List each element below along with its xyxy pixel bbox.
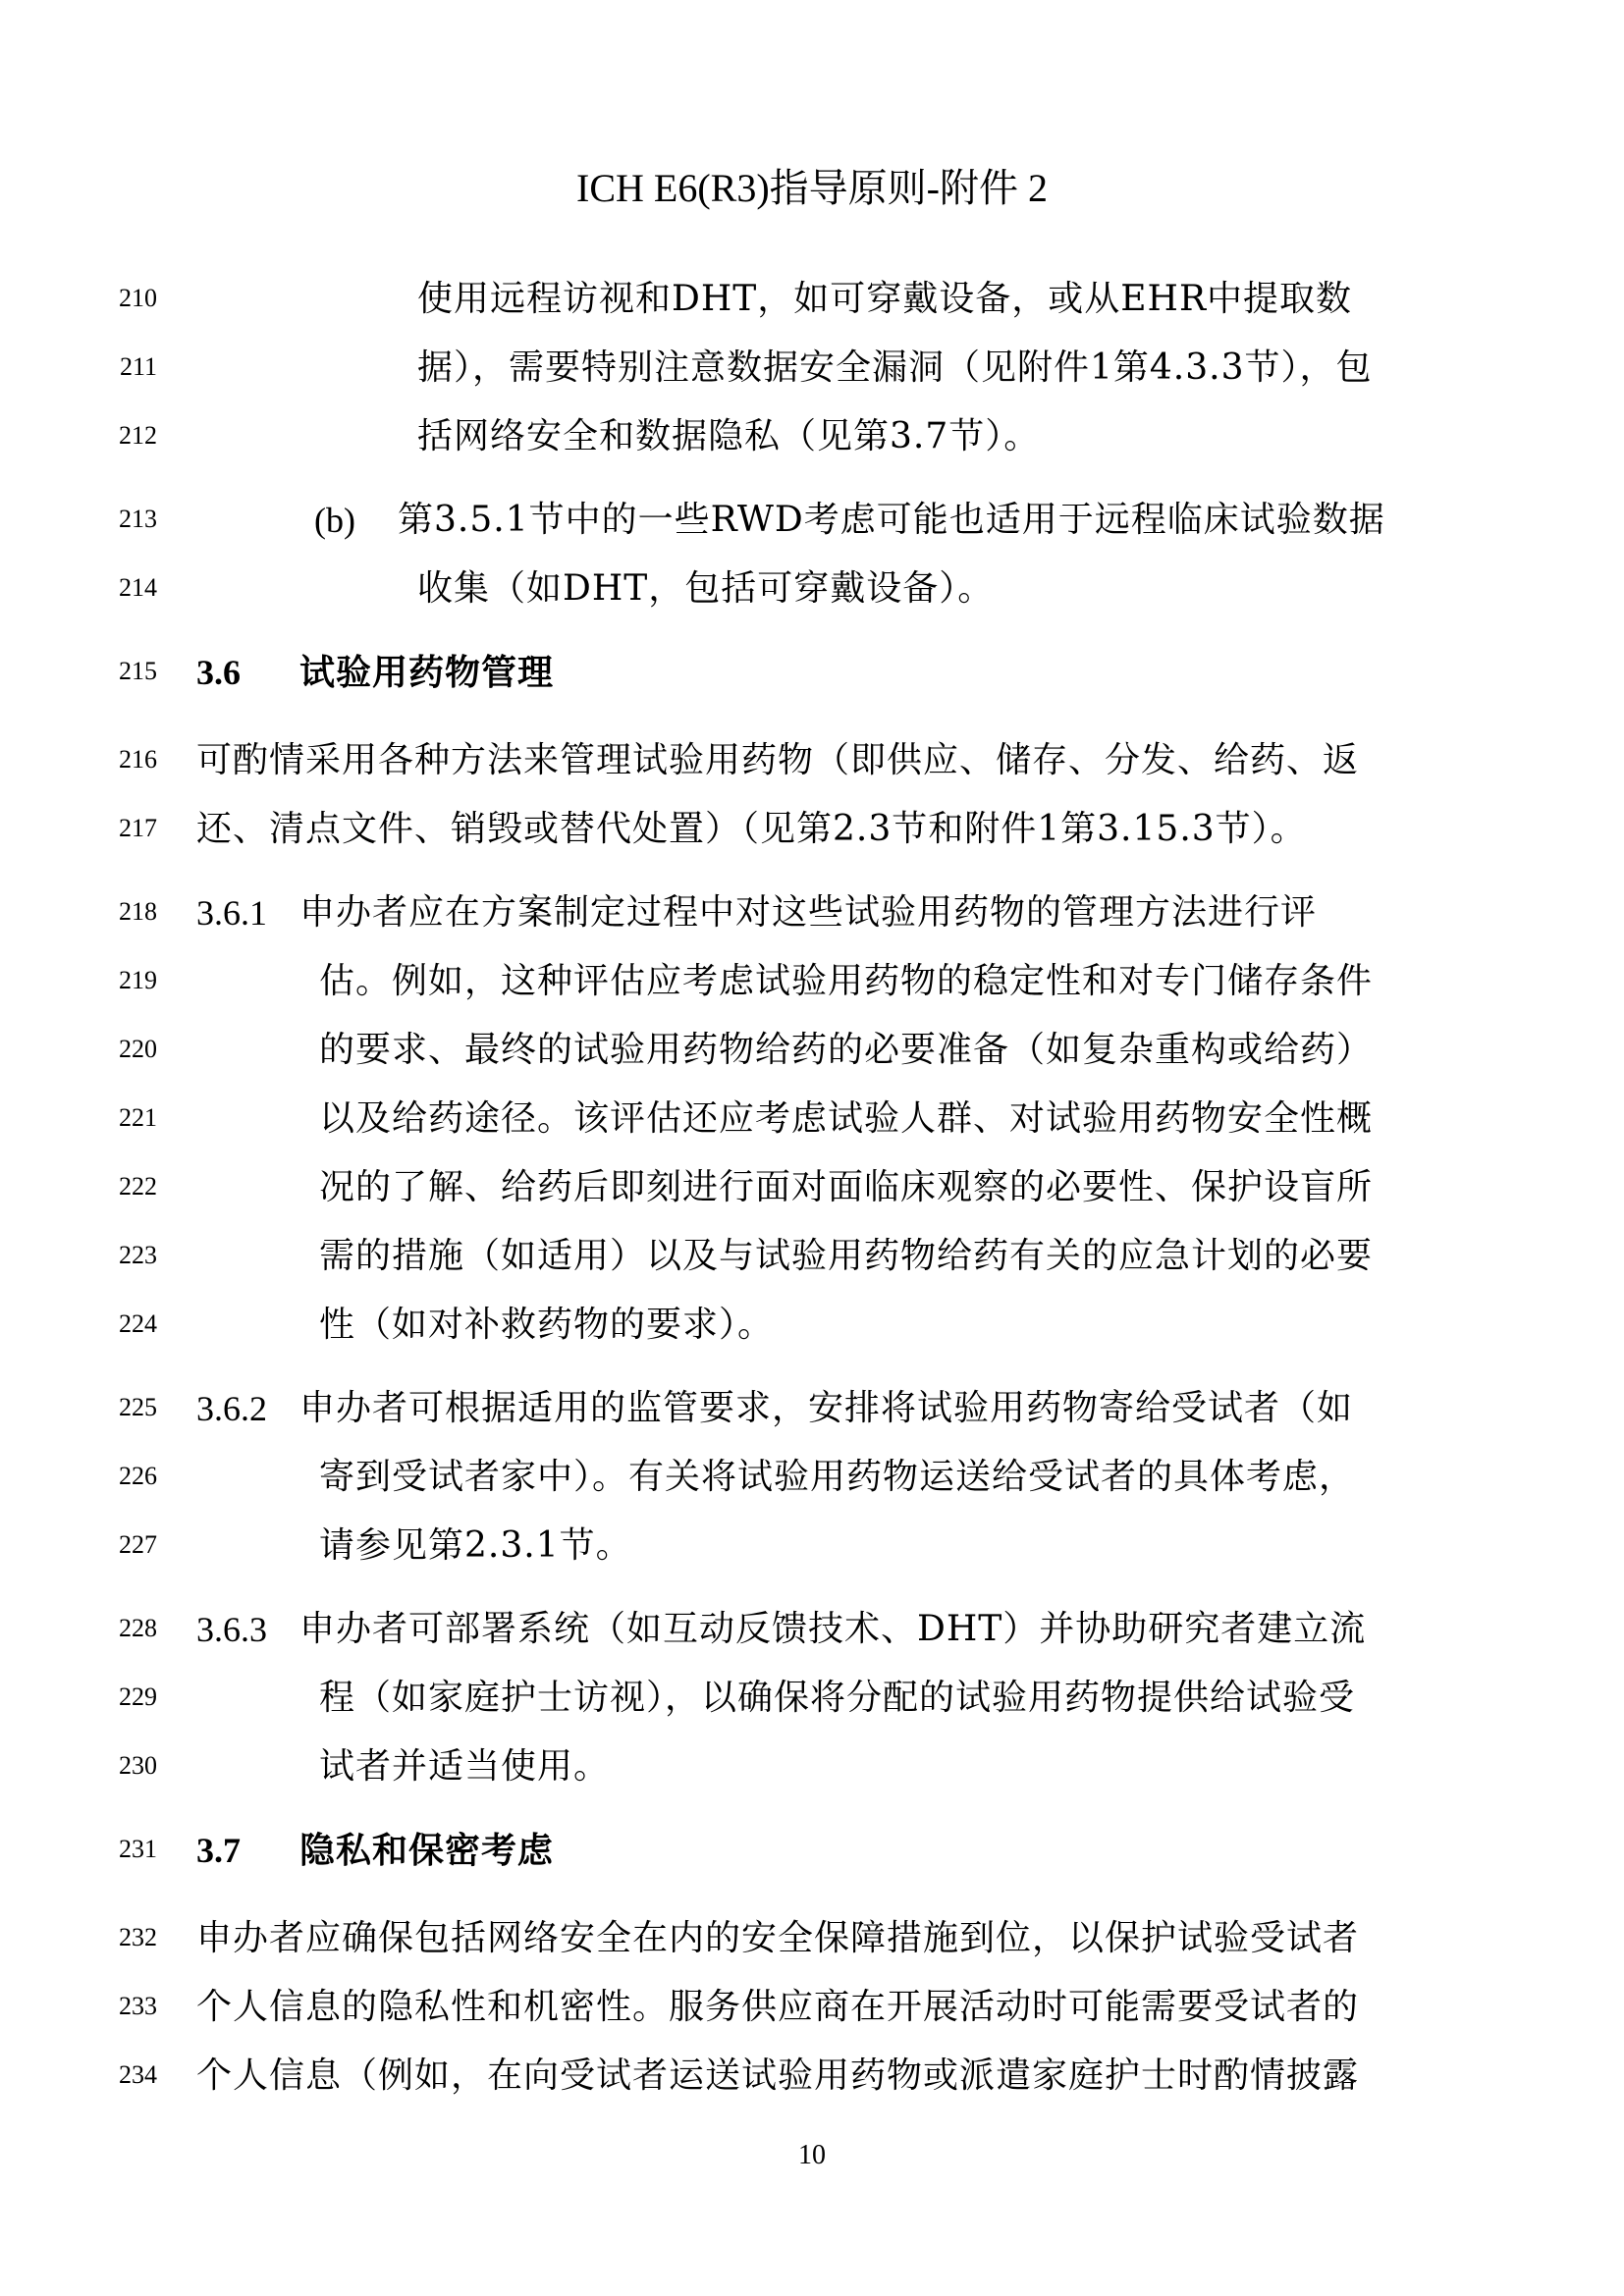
line-text: 个人信息（例如，在向受试者运送试验用药物或派遣家庭护士时酌情披露 (196, 2056, 1360, 2096)
line-number: 215 (119, 657, 157, 685)
text-line (0, 1090, 1624, 1148)
line-text: 估。例如，这种评估应考虑试验用药物的稳定性和对专门储存条件 (319, 961, 1374, 1001)
line-text: 性（如对补救药物的要求）。 (319, 1305, 775, 1345)
line-number: 228 (119, 1614, 157, 1642)
line-text: 需的措施（如适用）以及与试验用药物给药有关的应急计划的必要 (319, 1236, 1374, 1276)
line-text: 使用远程访视和DHT，如可穿戴设备，或从EHR中提取数 (417, 279, 1353, 319)
text-line (0, 1978, 1624, 2037)
line-number: 232 (119, 1923, 157, 1951)
item-label: (b) (314, 501, 355, 540)
subsection-number: 3.6.1 (196, 893, 267, 933)
page-header: ICH E6(R3)指导原则-附件 2 (576, 166, 1048, 210)
text-line (0, 883, 1624, 942)
line-text: 程（如家庭护士访视），以确保将分配的试验用药物提供给试验受 (319, 1678, 1356, 1718)
line-text: 申办者应在方案制定过程中对这些试验用药物的管理方法进行评 (299, 892, 1318, 933)
line-text: 括网络安全和数据隐私（见第3.7节）。 (417, 416, 1041, 456)
text-line (0, 800, 1624, 859)
text-line (0, 1158, 1624, 1217)
text-line (0, 1737, 1624, 1796)
section-number: 3.6 (196, 653, 241, 692)
text-line (0, 1669, 1624, 1728)
line-number: 225 (119, 1393, 157, 1421)
text-line (0, 1379, 1624, 1438)
text-line (0, 731, 1624, 790)
line-text: 请参见第2.3.1节。 (319, 1525, 632, 1566)
line-number: 230 (119, 1751, 157, 1780)
section-number: 3.7 (196, 1831, 241, 1870)
line-number: 211 (119, 352, 157, 381)
line-text: 个人信息的隐私性和机密性。服务供应商在开展活动时可能需要受试者的 (196, 1987, 1360, 2027)
line-number: 214 (119, 573, 157, 602)
line-number: 212 (119, 421, 157, 450)
line-number: 218 (119, 897, 157, 926)
text-line (0, 1448, 1624, 1507)
text-line (0, 952, 1624, 1011)
line-text: 的要求、最终的试验用药物给药的必要准备（如复杂重构或给药） (319, 1030, 1374, 1070)
section-heading (0, 1821, 1624, 1880)
line-text: 可酌情采用各种方法来管理试验用药物（即供应、储存、分发、给药、返 (196, 740, 1360, 780)
text-line (0, 2047, 1624, 2106)
line-text: 寄到受试者家中）。有关将试验用药物运送给受试者的具体考虑， (319, 1457, 1356, 1497)
line-number: 234 (119, 2060, 157, 2089)
line-text: 据），需要特别注意数据安全漏洞（见附件1第4.3.3节），包 (417, 347, 1373, 388)
line-text: 况的了解、给药后即刻进行面对面临床观察的必要性、保护设盲所 (319, 1167, 1374, 1207)
line-number: 229 (119, 1682, 157, 1711)
text-line (0, 491, 1624, 550)
line-number: 223 (119, 1241, 157, 1269)
line-number: 224 (119, 1309, 157, 1338)
text-line (0, 1909, 1624, 1968)
line-number: 221 (119, 1103, 157, 1132)
line-number: 226 (119, 1462, 157, 1490)
line-number: 217 (119, 814, 157, 842)
line-text: 申办者可根据适用的监管要求，安排将试验用药物寄给受试者（如 (299, 1388, 1354, 1428)
line-text: 试者并适当使用。 (319, 1746, 611, 1787)
line-text: 第3.5.1节中的一些RWD考虑可能也适用于远程临床试验数据 (398, 500, 1385, 540)
text-line (0, 560, 1624, 618)
text-line (0, 1517, 1624, 1575)
section-title: 隐私和保密考虑 (299, 1830, 555, 1871)
line-number: 231 (119, 1835, 157, 1863)
text-line (0, 1296, 1624, 1355)
line-text: 收集（如DHT，包括可穿戴设备）。 (417, 568, 995, 609)
line-text: 还、清点文件、销毁或替代处置）（见第2.3节和附件1第3.15.3节）。 (196, 809, 1307, 849)
line-number: 219 (119, 966, 157, 994)
line-text: 申办者可部署系统（如互动反馈技术、DHT）并协助研究者建立流 (299, 1609, 1367, 1649)
line-number: 222 (119, 1172, 157, 1201)
line-number: 213 (119, 505, 157, 533)
text-line (0, 1021, 1624, 1080)
line-number: 210 (119, 284, 157, 312)
line-number: 233 (119, 1992, 157, 2020)
text-line (0, 1600, 1624, 1659)
page-number: 10 (798, 2140, 826, 2170)
line-number: 220 (119, 1035, 157, 1063)
section-title: 试验用药物管理 (299, 652, 555, 693)
text-line (0, 270, 1624, 329)
line-number: 227 (119, 1530, 157, 1559)
text-line (0, 339, 1624, 398)
text-line (0, 407, 1624, 466)
line-text: 以及给药途径。该评估还应考虑试验人群、对试验用药物安全性概 (319, 1098, 1374, 1139)
section-heading (0, 643, 1624, 702)
subsection-number: 3.6.3 (196, 1610, 267, 1649)
line-number: 216 (119, 745, 157, 774)
line-text: 申办者应确保包括网络安全在内的安全保障措施到位，以保护试验受试者 (196, 1918, 1360, 1958)
subsection-number: 3.6.2 (196, 1389, 267, 1428)
text-line (0, 1227, 1624, 1286)
